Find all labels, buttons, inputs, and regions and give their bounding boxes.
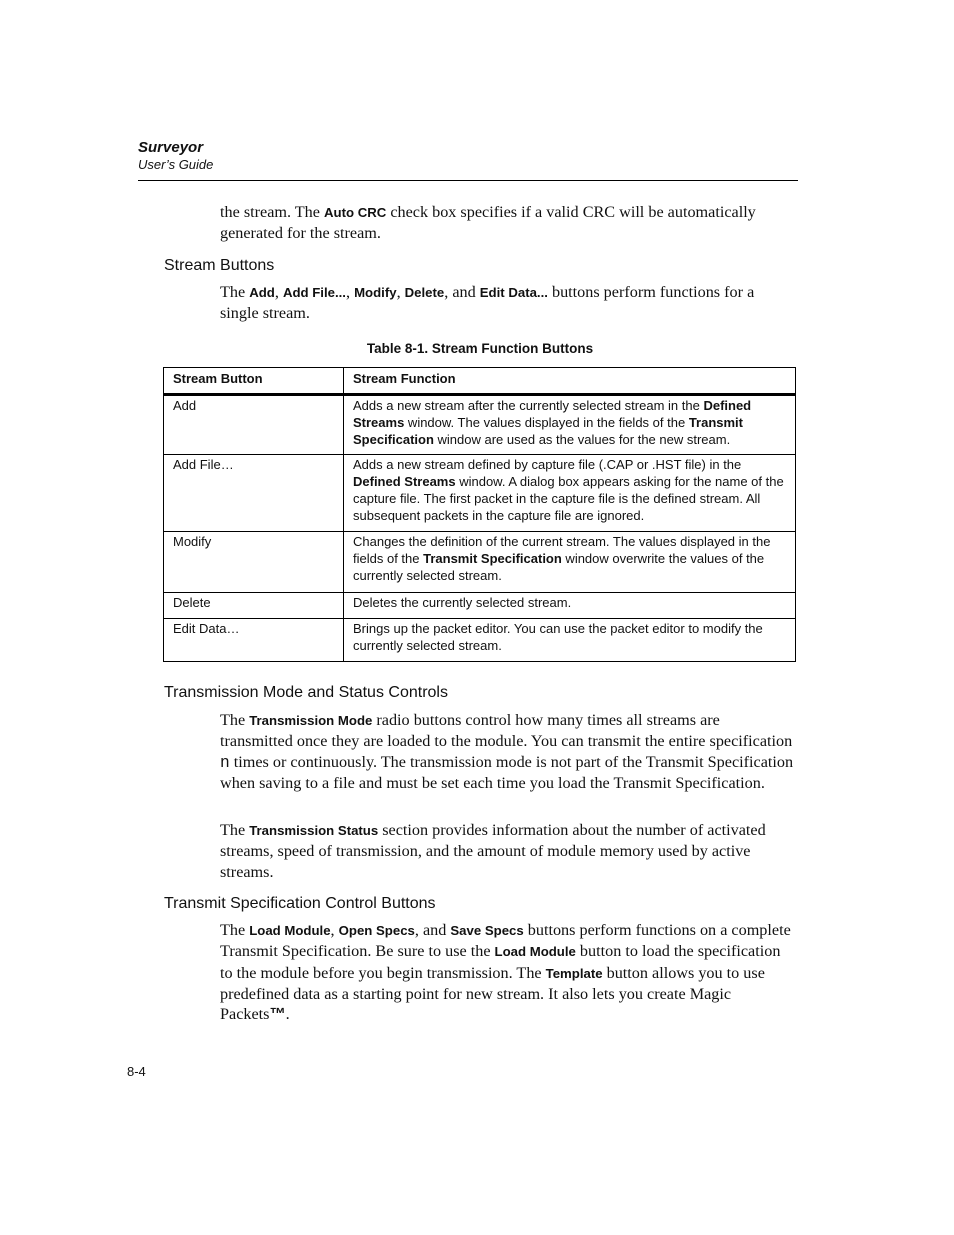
ui-term-open-specs: Open Specs (338, 923, 415, 938)
header-subtitle: User’s Guide (138, 157, 214, 172)
text: button to load the specification to the module before you begin transmission. The (220, 942, 781, 982)
bold-term: Transmit Specification (423, 551, 562, 566)
text: Deletes the currently selected stream. (353, 595, 572, 610)
ui-term-save-specs: Save Specs (450, 923, 524, 938)
text: , (274, 283, 283, 301)
text: check box specifies if a valid CRC will be automatically generated for the stream. (220, 203, 756, 243)
text: The (220, 711, 250, 729)
table-header-row (164, 368, 796, 395)
stream-buttons-paragraph (220, 282, 795, 324)
transmission-status-paragraph (220, 820, 795, 882)
ui-term-add: Add (249, 285, 275, 300)
stream-function-cell (344, 619, 796, 662)
ui-term-modify: Modify (354, 285, 397, 300)
ui-term-load-module: Load Module (494, 944, 576, 960)
column-header-stream-button: Stream Button (164, 368, 344, 395)
text: window. A dialog box appears asking for the name of the capture file. The first packet in the capture file is the defined stream. All subsequent packets in the capture file are ignored. (353, 474, 784, 523)
text: Adds a new stream after the currently selected stream in the (353, 398, 704, 413)
table-row (164, 532, 796, 593)
column-header-stream-function: Stream Function (344, 368, 796, 395)
text: The (220, 821, 250, 839)
text: , (396, 283, 405, 301)
ui-term-load-module: Load Module (249, 923, 331, 938)
stream-button-cell: Add File… (164, 455, 344, 532)
transmit-spec-paragraph (220, 920, 795, 1024)
section-heading-transmission-mode: Transmission Mode and Status Controls (164, 684, 448, 701)
running-header (138, 139, 798, 173)
text: section provides information about the number of activated streams, speed of transmission, and the amount of module memory used by active streams. (220, 821, 766, 881)
text: , (330, 921, 339, 939)
table-caption: Table 8-1. Stream Function Buttons (366, 341, 594, 356)
text: Adds a new stream defined by capture file (.CAP or .HST file) in the (353, 457, 742, 472)
text: the stream. The (220, 203, 324, 221)
header-title: Surveyor (138, 139, 204, 156)
text: window are used as the values for the new stream. (433, 432, 731, 447)
section-heading-transmit-spec: Transmit Specification Control Buttons (164, 895, 436, 912)
ui-term-delete: Delete (404, 285, 445, 300)
code-term-n: n (220, 753, 230, 772)
text: , and (444, 283, 480, 301)
bold-term: Transmit Specification (353, 415, 743, 447)
text: window. The values displayed in the fields of the (404, 415, 689, 430)
stream-function-cell (344, 395, 796, 455)
text: , and (414, 921, 451, 939)
text: buttons perform functions on a complete Transmit Specification. Be sure to use the (220, 921, 791, 961)
trademark-symbol: ™ (269, 1005, 286, 1024)
header-rule (138, 180, 798, 181)
stream-button-cell: Add (164, 395, 344, 455)
ui-term-auto-crc: Auto CRC (324, 205, 387, 220)
ui-term-template: Template (545, 965, 603, 981)
text: . (285, 1005, 290, 1024)
ui-term-edit-data: Edit Data... (479, 285, 548, 300)
bold-term: Defined Streams (353, 398, 752, 430)
transmission-mode-paragraph (220, 710, 795, 793)
text: button allows you to use predefined data as a starting point for new stream. It also lets you create Magic Packets (220, 963, 765, 1024)
text: The (220, 921, 250, 939)
table-row (164, 593, 796, 619)
text: Changes the definition of the current stream. The values displayed in the fields of the (353, 534, 771, 566)
text: Brings up the packet editor. You can use the packet editor to modify the currently selected stream. (353, 621, 763, 653)
stream-function-cell (344, 455, 796, 532)
table-row (164, 619, 796, 662)
stream-button-cell: Modify (164, 532, 344, 593)
text: window overwrite the values of the currently selected stream. (353, 551, 765, 583)
ui-term-add-file: Add File... (282, 285, 346, 300)
stream-function-table (163, 367, 796, 662)
ui-term-transmission-mode: Transmission Mode (249, 713, 373, 728)
text: times or continuously. The transmission mode is not part of the Transmit Specification when saving to a file and must be set each time you load the Transmit Specification. (220, 752, 794, 792)
bold-term: Defined Streams (353, 474, 456, 489)
page-number: 8-4 (127, 1064, 146, 1079)
stream-function-cell (344, 593, 796, 619)
stream-function-cell (344, 532, 796, 593)
text: radio buttons control how many times all streams are transmitted once they are loaded to the module. You can transmit the entire specification (220, 711, 793, 751)
table-row (164, 395, 796, 455)
ui-term-transmission-status: Transmission Status (249, 823, 379, 838)
text: The (220, 283, 250, 301)
table-row (164, 455, 796, 532)
section-heading-stream-buttons: Stream Buttons (164, 257, 275, 274)
intro-paragraph (220, 202, 795, 244)
text: buttons perform functions for a single stream. (220, 283, 755, 323)
text: , (345, 283, 355, 301)
stream-button-cell: Edit Data… (164, 619, 344, 662)
stream-button-cell: Delete (164, 593, 344, 619)
